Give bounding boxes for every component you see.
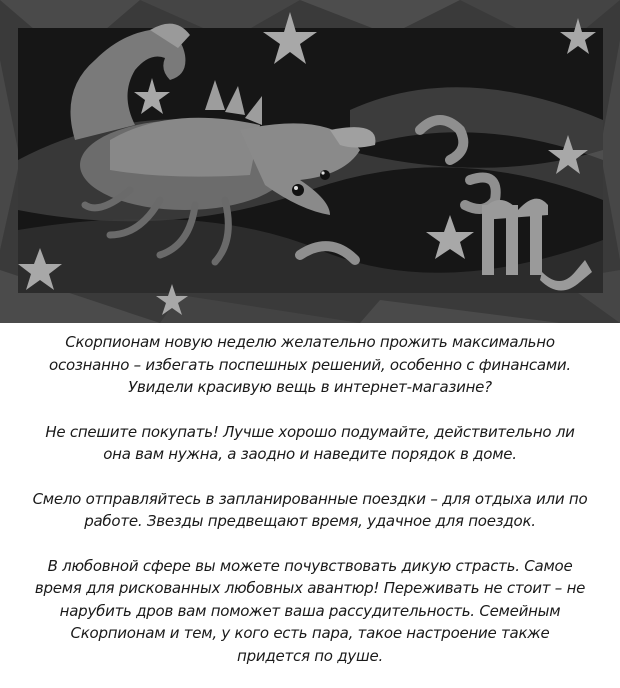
scorpio-illustration: [0, 0, 620, 323]
text-line: нарубить дров вам поможет ваша рассудительность. Семейным: [59, 601, 561, 620]
paragraph-finance: [18, 331, 602, 399]
paragraph-love: [18, 555, 602, 668]
text-line: осознанно – избегать поспешных решений, особенно с финансами.: [49, 355, 571, 374]
horoscope-text: [0, 323, 620, 688]
text-line: Скорпионам новую неделю желательно прожить максимально: [65, 333, 555, 351]
paragraph-travel: [18, 488, 602, 533]
text-line: работе. Звезды предвещают время, удачное для поездок.: [84, 512, 536, 530]
text-line: Увидели красивую вещь в интернет-магазине?: [128, 378, 492, 396]
paragraph-shopping: [18, 421, 602, 466]
text-line: Смело отправляйтесь в запланированные поездки – для отдыха или по: [32, 489, 588, 508]
text-line: В любовной сфере вы можете почувствовать дикую страсть. Самое: [47, 556, 573, 575]
text-line: Скорпионам и тем, у кого есть пара, такое настроение также: [70, 624, 550, 642]
text-line: она вам нужна, а заодно и наведите порядок в доме.: [103, 445, 517, 463]
text-line: время для рискованных любовных авантюр! Переживать не стоит – не: [34, 579, 586, 597]
text-line: придется по душе.: [237, 646, 383, 665]
text-line: Не спешите покупать! Лучше хорошо подумайте, действительно ли: [45, 422, 575, 441]
